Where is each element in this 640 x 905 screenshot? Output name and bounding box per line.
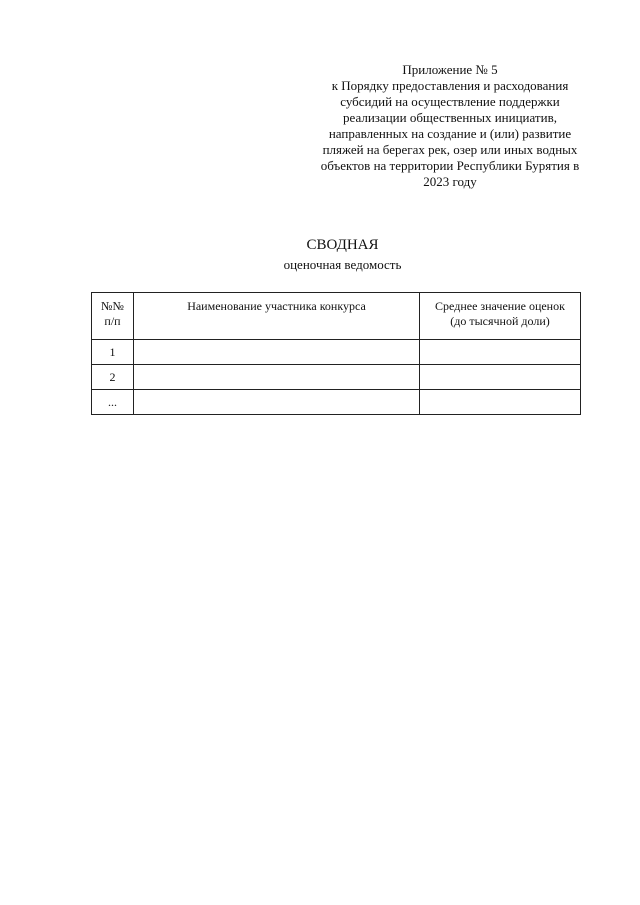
table-header-row xyxy=(92,293,581,340)
row-number: 1 xyxy=(92,340,134,365)
header-number xyxy=(92,293,134,340)
document-title: СВОДНАЯ xyxy=(306,237,379,253)
appendix-line: 2023 году xyxy=(423,174,477,189)
appendix-line: направленных на создание и (или) развитие xyxy=(328,126,572,141)
appendix-line: объектов на территории Республики Бурятия в xyxy=(320,158,580,173)
row-average xyxy=(420,390,581,415)
row-participant xyxy=(134,365,420,390)
header-number-line1: №№ xyxy=(101,299,124,313)
row-participant xyxy=(134,340,420,365)
document-subtitle: оценочная ведомость xyxy=(283,257,402,272)
row-participant xyxy=(134,390,420,415)
row-average xyxy=(420,365,581,390)
table-row xyxy=(92,340,581,365)
row-number: 2 xyxy=(92,365,134,390)
summary-table xyxy=(91,292,581,415)
header-participant xyxy=(134,293,420,340)
header-number-line2: п/п xyxy=(104,314,121,328)
header-average-line2: (до тысячной доли) xyxy=(450,314,550,328)
table-row xyxy=(92,390,581,415)
row-number: ... xyxy=(92,390,134,415)
appendix-note xyxy=(312,62,588,190)
appendix-line: пляжей на берегах рек, озер или иных водных xyxy=(322,142,578,157)
row-average xyxy=(420,340,581,365)
appendix-line: Приложение № 5 xyxy=(402,62,498,77)
appendix-line: к Порядку предоставления и расходования xyxy=(331,78,569,93)
header-participant-label: Наименование участника конкурса xyxy=(187,299,366,313)
header-average xyxy=(420,293,581,340)
appendix-line: субсидий на осуществление поддержки xyxy=(340,94,560,109)
header-average-line1: Среднее значение оценок xyxy=(435,299,565,313)
appendix-line: реализации общественных инициатив, xyxy=(343,110,557,125)
table-row xyxy=(92,365,581,390)
